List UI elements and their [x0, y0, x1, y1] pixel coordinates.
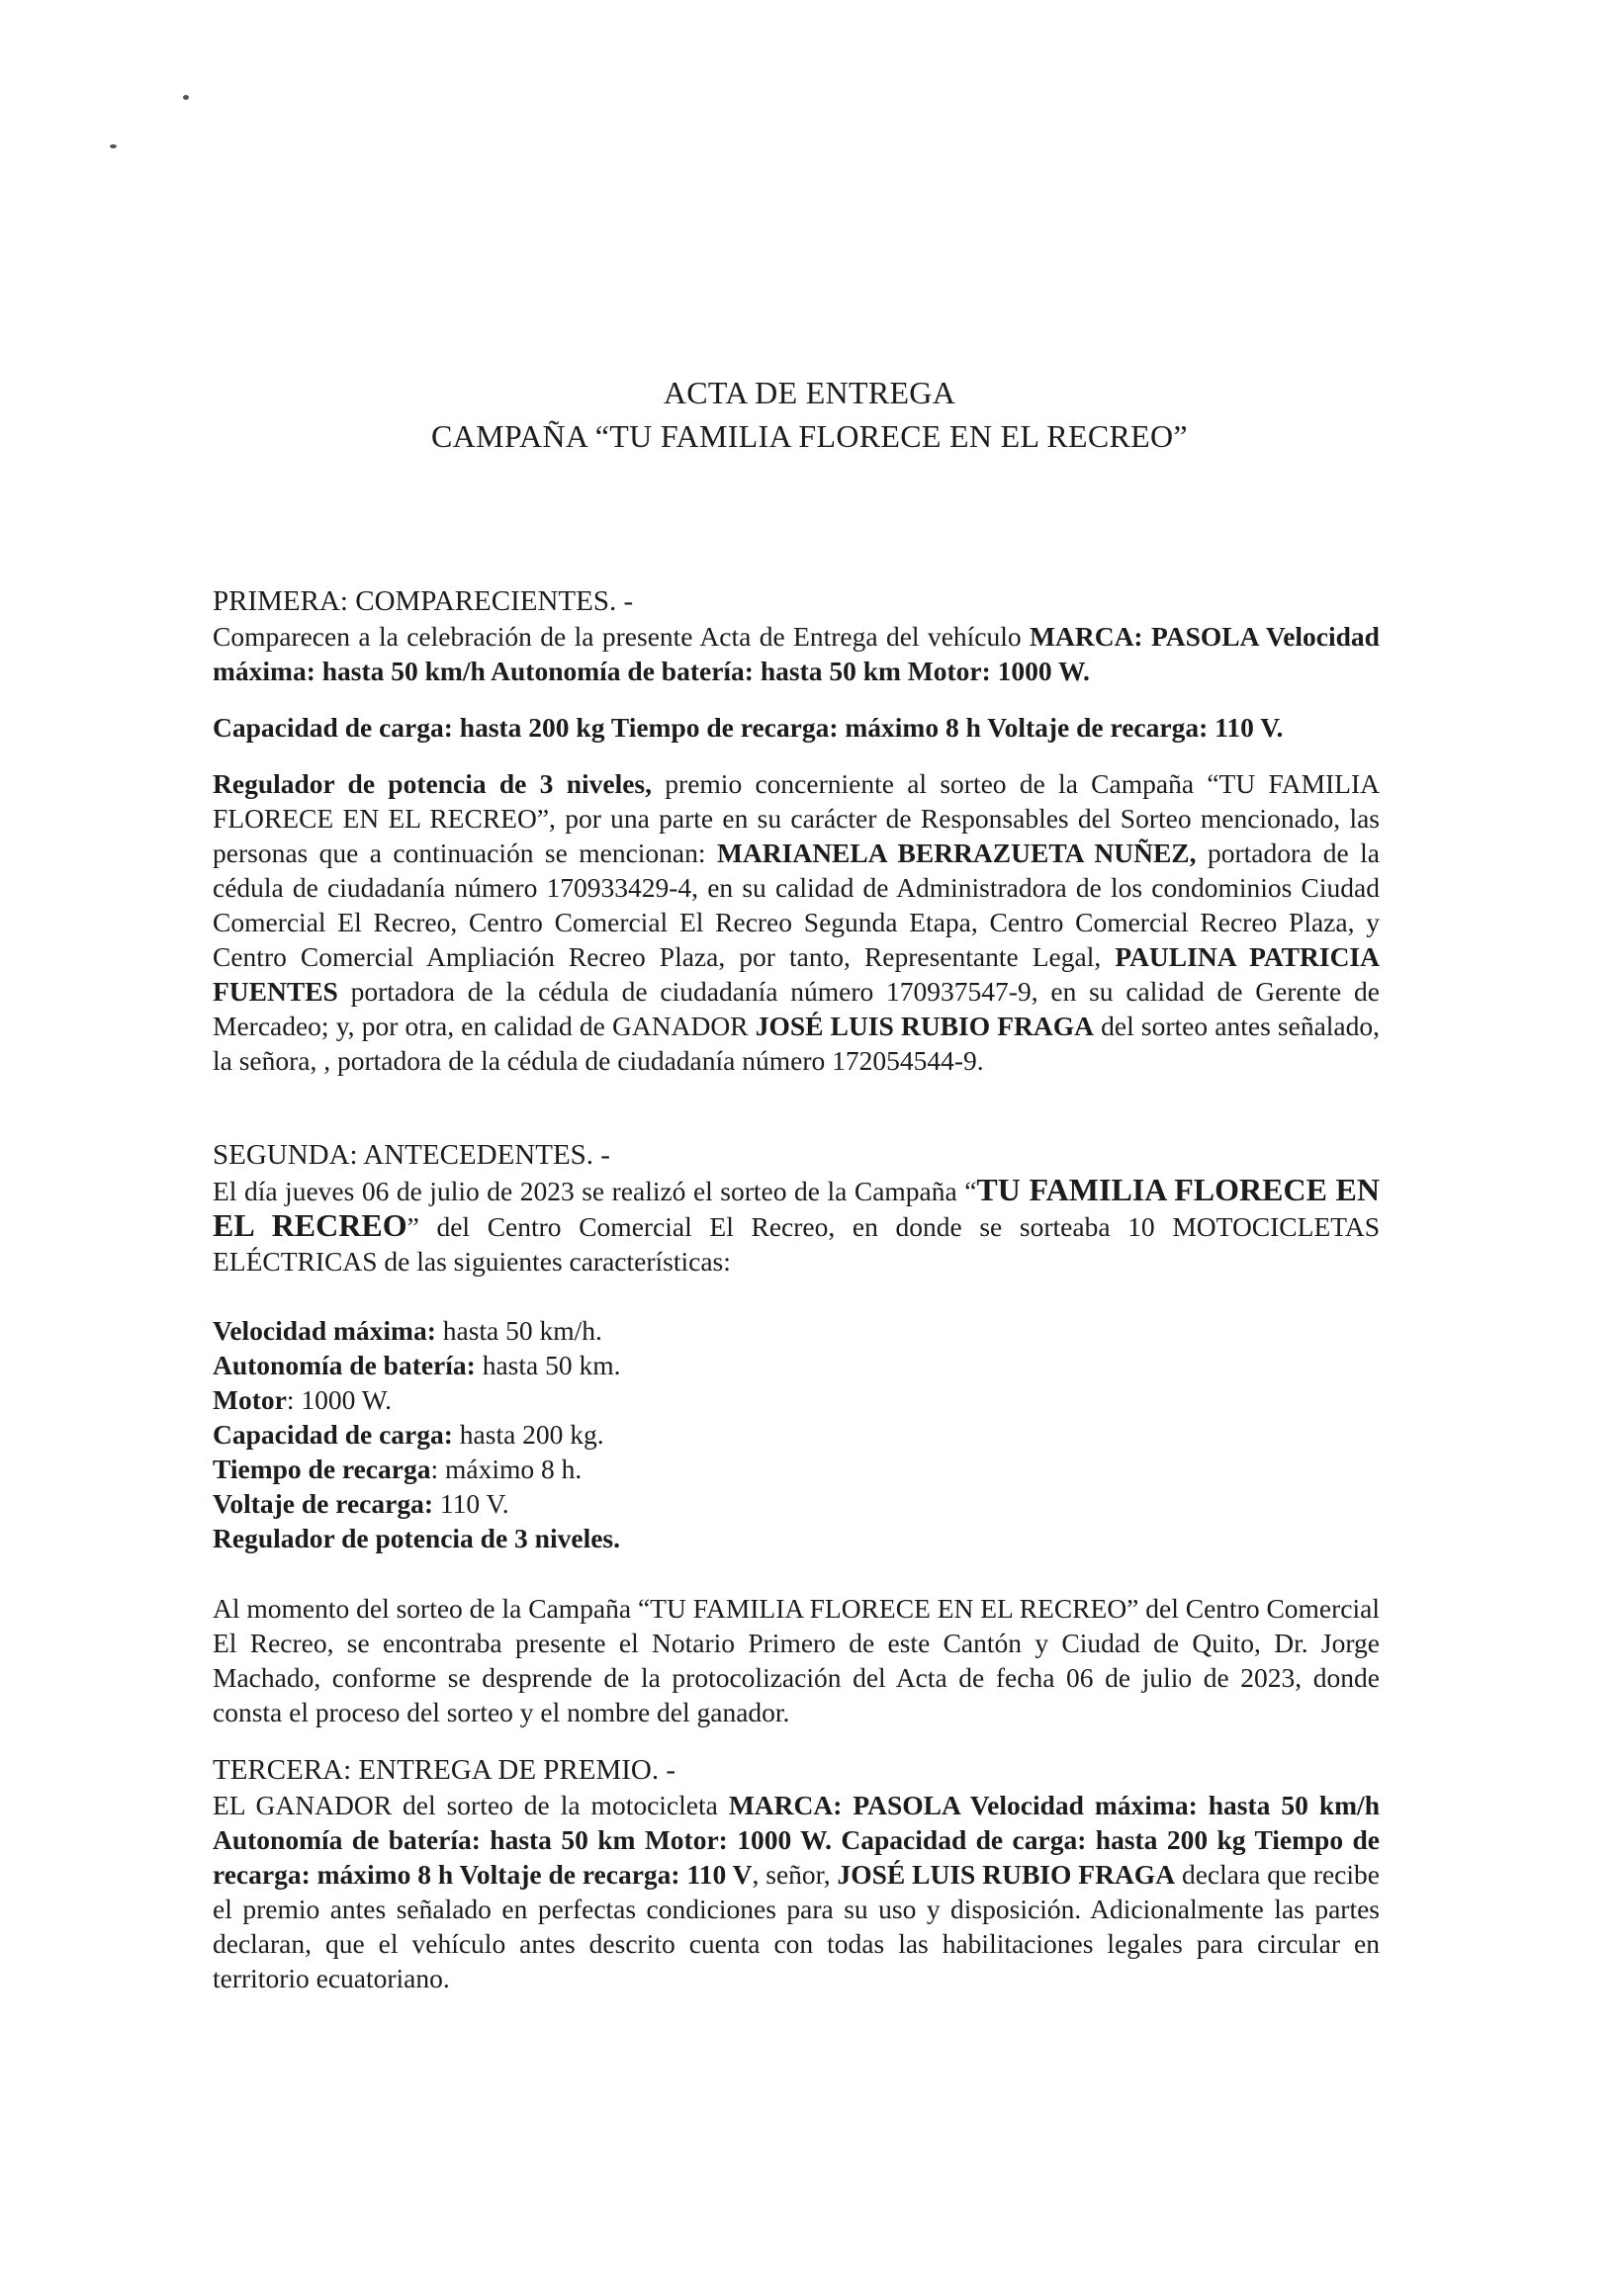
spec-label: Velocidad máxima: [213, 1315, 436, 1346]
title-line-1: ACTA DE ENTREGA [663, 375, 956, 410]
spec-value: : 1000 W. [286, 1384, 393, 1415]
bold-text: MARCA: PASOLA Velocidad máxima: hasta 50 km/h Autonomía de batería: hasta 50 km Motor: 1000 W. Capacidad de carga: hasta 200 kg Tiempo de recarga: máximo 8 h Voltaje de recarga: 110 V [213, 1790, 1380, 1890]
text: ” del Centro Comercial El Recreo, en donde se sorteaba 10 MOTOCICLETAS ELÉCTRICAS de las siguientes características: [213, 1211, 1381, 1277]
section-heading-tercera: TERCERA: ENTREGA DE PREMIO. - [213, 1754, 676, 1786]
spec-label: Voltaje de recarga: [213, 1488, 433, 1519]
section-tercera [213, 1752, 1380, 1995]
bold-name: MARIANELA BERRAZUETA NUÑEZ, [716, 838, 1197, 868]
spec-item [213, 1486, 1380, 1521]
paragraph-antecedentes [213, 1173, 1380, 1279]
text: El día jueves 06 de julio de 2023 se realizó el sorteo de la Campaña “ [213, 1176, 977, 1206]
text: del sorteo antes señalado, la señora, , portadora de la cédula de ciudadanía número 172054544-9. [213, 1011, 1381, 1076]
bold-name: JOSÉ LUIS RUBIO FRAGA [755, 1011, 1095, 1041]
spec-item [213, 1452, 1380, 1486]
bold-text: Capacidad de carga: hasta 200 kg Tiempo de recarga: máximo 8 h Voltaje de recarga: 110 V. [213, 712, 1284, 743]
spec-value: hasta 50 km. [475, 1350, 621, 1380]
spec-item [213, 1382, 1380, 1417]
spec-label: Regulador de potencia de 3 niveles. [213, 1523, 620, 1553]
spec-item [213, 1313, 1380, 1348]
document-title [0, 371, 1619, 458]
bold-text: MARCA: PASOLA Velocidad máxima: hasta 50 km/h Autonomía de batería: hasta 50 km Motor: 1000 W. [213, 621, 1380, 686]
paragraph-notario [213, 1591, 1380, 1729]
spec-label: Autonomía de batería: [213, 1350, 476, 1380]
text: portadora de la cédula de ciudadanía número 170933429-4, en su calidad de Administradora de los condominios Ciudad Comercial El Recreo, Centro Comercial El Recreo Segunda Etapa, Centro Comercial Recreo Plaza, y Centro Comercial Ampliación Recreo Plaza, por tanto, Representante Legal, [213, 838, 1380, 972]
paragraph-comparecientes [213, 619, 1380, 688]
scan-speck [110, 144, 117, 148]
bold-name: PAULINA PATRICIA FUENTES [213, 941, 1380, 1007]
spec-value: 110 V. [432, 1488, 509, 1519]
spec-label: Tiempo de recarga [213, 1454, 431, 1484]
text: declara que recibe el premio antes señalado en perfectas condiciones para su uso y disposición. Adicionalmente las partes declaran, que el vehículo antes descrito cuenta con todas las habilitaciones legales para circular en territorio ecuatoriano. [213, 1859, 1380, 1993]
paragraph-regulador [213, 766, 1380, 1078]
scan-speck [183, 95, 189, 100]
section-heading-segunda: SEGUNDA: ANTECEDENTES. - [213, 1139, 610, 1171]
bold-name: JOSÉ LUIS RUBIO FRAGA [837, 1859, 1176, 1890]
spec-item [213, 1348, 1380, 1382]
bold-text: Regulador de potencia de 3 niveles, [213, 768, 653, 799]
text: Al momento del sorteo de la Campaña “TU FAMILIA FLORECE EN EL RECREO” del Centro Comercial El Recreo, se encontraba presente el Notario Primero de este Cantón y Ciudad de Quito, Dr. Jorge Machado, conforme se desprende de la protocolización del Acta de fecha 06 de julio de 2023, donde consta el proceso del sorteo y el nombre del ganador. [213, 1593, 1380, 1727]
text: portadora de la cédula de ciudadanía número 170937547-9, en su calidad de Gerente de Mercadeo; y, por otra, en calidad de GANADOR [213, 976, 1380, 1041]
spec-value: hasta 200 kg. [452, 1419, 604, 1450]
spec-label: Capacidad de carga: [213, 1419, 453, 1450]
section-segunda [213, 1137, 1380, 1729]
paragraph-entrega [213, 1788, 1380, 1995]
spec-item [213, 1417, 1380, 1452]
spec-label: Motor [213, 1384, 287, 1415]
text: premio concerniente al sorteo de la Campaña “TU FAMILIA FLORECE EN EL RECREO”, por una parte en su carácter de Responsables del Sorteo mencionado, las personas que a continuación se mencionan: [213, 768, 1380, 868]
text: EL GANADOR del sorteo de la motocicleta [213, 1790, 729, 1820]
paragraph-capacidad [213, 710, 1380, 745]
spec-value: hasta 50 km/h. [435, 1315, 602, 1346]
section-heading-primera: PRIMERA: COMPARECIENTES. - [213, 585, 634, 617]
spec-value: : máximo 8 h. [430, 1454, 583, 1484]
text: Comparecen a la celebración de la presente Acta de Entrega del vehículo [213, 621, 1031, 652]
spec-list [213, 1313, 1380, 1555]
section-primera [213, 583, 1380, 1078]
bold-campaign: TU FAMILIA FLORECE EN EL RECREO [213, 1172, 1381, 1243]
spec-item [213, 1521, 1380, 1555]
title-line-2: CAMPAÑA “TU FAMILIA FLORECE EN EL RECREO” [431, 418, 1188, 454]
text: , señor, [752, 1859, 838, 1890]
